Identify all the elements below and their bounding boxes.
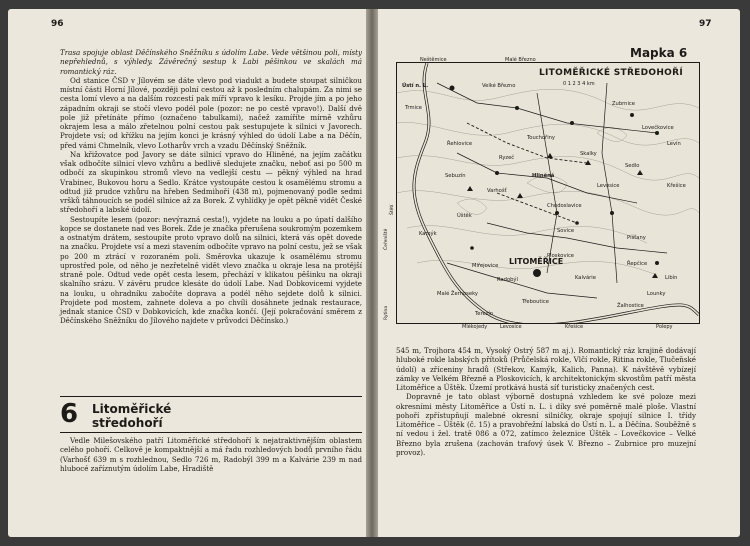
route-paragraph-2: Na křižovatce pod Javory se dáte silnicí vpravo do Hliněné, na jejím začátku však odbočíte silnicí vlevo vzhůru a bedlivě sledujete značku, neboť asi po 500 m odbočí za skupinkou stromů vlevo na vedlejší cestu — pěkný výhled na hrad Vrabinec, Bukovou horu a Sedlo. Krátce vystoupáte cestou k osamělému stromu a odtud již prudce vzhůru na hřeben Sedmihoří (438 m), pojmenovaný podle sedmi vršků táhnoucích se podél silnice až za Borek. Z vyhlídky je opět pěkně vidět České středohoří a labské údolí. [60,149,362,215]
map-label: Neštěmice [420,57,447,63]
map-heading: Mapka 6 [630,46,688,60]
map-label: Úštěk [457,213,472,219]
map-label: Sovice [557,228,575,234]
map-label: Třeboutice [522,299,549,305]
map-label: Kalvárie [575,275,596,281]
map-scale: 0 1 2 3 4 km [563,81,595,87]
chapter-rule-bottom [60,432,362,433]
map-label: Lounky [647,291,666,297]
map-label: Žalhostice [617,303,644,309]
map-label: Sebuzín [445,173,466,179]
map-label: Štětí [390,204,395,215]
map-label: Miřejovice [472,263,499,269]
map-label: Velké Březno [482,83,516,89]
book-gutter [366,9,378,537]
map-label: Řepčice [627,261,648,267]
left-page-text [60,48,362,326]
map-label: Čeřeniště [384,228,389,250]
left-page-number: 96 [51,19,64,29]
right-page-text [396,346,696,457]
map-title: LITOMĚŘICKÉ STŘEDOHOŘÍ [539,68,683,78]
map-label: Levín [667,141,681,147]
map-label: Rytina [384,305,389,320]
route-paragraph-3: Sestoupíte lesem (pozor: nevýrazná cesta!), vyjdete na louku a po úpatí dalšího kopce se dostanete nad ves Borek. Zde je značka přerušena soukromým pozemkem a ostnatým drátem, sestoupíte proto vpravo dolů na silnici, která vás opět dovede na značku. Projdete vsí a mezi stavením odbočíte vpravo na polní cestu, jež se však po 200 m ztrácí v rozoraném poli. Směrovka ukazuje k osamělému stromu uprostřed pole, od něho je nezřetelně vidět vlevo značka u okraje lesa na protější straně pole. Odtud vede opět cesta lesem, přechází v klikatou pěšinku na okraji skalního srázu. V závěru prudce klesáte do údolí Labe. Nad Dobkovicemi vyjdete na louku, u ohradníku zabočíte doprava a podél něho sejdete dolů k silnici. Projdete pod mostem, zahnete doleva a po chvíli dosáhnete jednak restaurace, jednak stanice ČSD v Dobkovicích, kde značka končí. (Její pokračování směrem z Děčínského Sněžníku do Jílového najdete v průvodci Děčínsko.) [60,214,362,326]
map-label: Zubrnice [612,101,635,107]
map-label: Malé Žernoseky [437,291,478,297]
map-label: Ploskovice [547,253,574,259]
right-paragraph-2: Dopravně je tato oblast výborně dostupná vzhledem ke své poloze mezi okresními městy Litoměřice a Ústí n. L. i díky své poměrně malé ploše. Vlastní pohoří zpřístupňují malebné okresní silničky, okraje spojují silnice I. třídy Litoměřice – Úštěk (č. 15) a pravobřežní labská do Ústí n. L. a Děčína. Souběžně s ní vedou i žel. tratě 086 a 072, zatímco železnice Úštěk – Lovečkovice – Velké Březno byla zrušena (zachován trafový úsek V. Březno – Zubrnice pro muzejní provoz). [396,392,696,457]
chapter-rule-top [60,396,362,397]
route-intro: Trasa spojuje oblast Děčínského Sněžníku s údolím Labe. Vede většinou poli, místy nepřehlednů, s výhledy. Závěrečný sestup k Labi pěšinkou ve skalách má romantický ráz. [60,48,362,76]
map-figure [396,62,700,324]
map-label: Varhošť [487,188,507,194]
map-label: Trmice [405,105,422,111]
map-label: Mlékojedy [462,324,488,330]
map-label: Polepy [656,324,673,330]
map-label: Libín [665,275,678,281]
right-page-number: 97 [699,19,712,29]
map-label: Křešice [565,324,584,330]
map-label: Hliněná [532,173,555,179]
chapter-title: Litoměřické středohoří [92,402,172,430]
map-label: Ryzeč [499,155,515,161]
map-label: Chudoslavice [547,203,582,209]
map-label: Levosice [500,324,522,330]
map-label: Sedlo [625,163,640,169]
map-label: Řehlovice [447,141,473,147]
chapter-number: 6 [60,399,79,429]
map-label: Terezín [475,311,494,317]
map-drawing [397,63,699,323]
map-label: Levosice [597,183,620,189]
map-label: Křešice [667,183,686,189]
map-label: Píšťany [627,235,646,241]
map-label: Lovečkovice [642,125,674,131]
map-label: Touchořiny [527,135,555,141]
chapter-paragraph: Vedle Milešovského patří Litoměřické středohoří k nejatraktivnějším oblastem celého pohoří. Celkově je kompaktnější a má řadu rozhledových bodů prvního řádu (Varhošť 639 m s rozhlednou, Sedlo 726 m, Radobýl 399 m a Kalvárie 239 m nad hlubocé zaříznutým údolím Labe, Hradiště [60,436,362,473]
map-city-label: LITOMĚŘICE [509,257,564,266]
map-label: Skalky [580,151,597,157]
map-label: Kamýk [419,231,437,237]
map-label: Radobýl [497,277,518,283]
map-label: Ústí n. L. [402,83,429,89]
chapter-intro-text [60,436,362,473]
map-label: Malé Březno [505,57,536,63]
right-paragraph-1: 545 m, Trojhora 454 m, Vysoký Ostrý 587 m aj.). Romantický ráz krajině dodávají hluboké rokle labských přítoků (Průčelská rokle, Vlčí rokle, Ritina rokle, Tlučeňské údolí) a zříceniny hradů (Střekov, Kamýk, Kalich, Panna). K návštěvě vybízejí zámky ve Velkém Březně a Ploskovicích, k architektonickým skvostům patří města Litoměřice a Úštěk. Území protkává hustá síť turisticky značených cest. [396,346,696,392]
route-paragraph-1: Od stanice ČSD v Jílovém se dáte vlevo pod viadukt a budete stoupat silničkou místní části Horní Jílové, později polní cestou až k posledním chalupám. Za nimi se cesta lomí vlevo a na dalším rozcestí pak míří vpravo k lesíku. Projde jím a po jeho západním okraji se stočí vlevo podél pole (pozor: ne po cestě vpravo!). Další dvě pole již přetínáte přímo (označeno tabulkami), načež zamíříte mírně vzhůru okrajem lesa a málo zřetelnou polní cestou pak sestupujete k silnici v Javorech. Projdete vsí; od křížku na jejím konci je krásný výhled do údolí Labe a na Děčín, před vámi Chmelník, vlevo Lotharův vrch a vzadu Děčínský Sněžník. [60,75,362,150]
